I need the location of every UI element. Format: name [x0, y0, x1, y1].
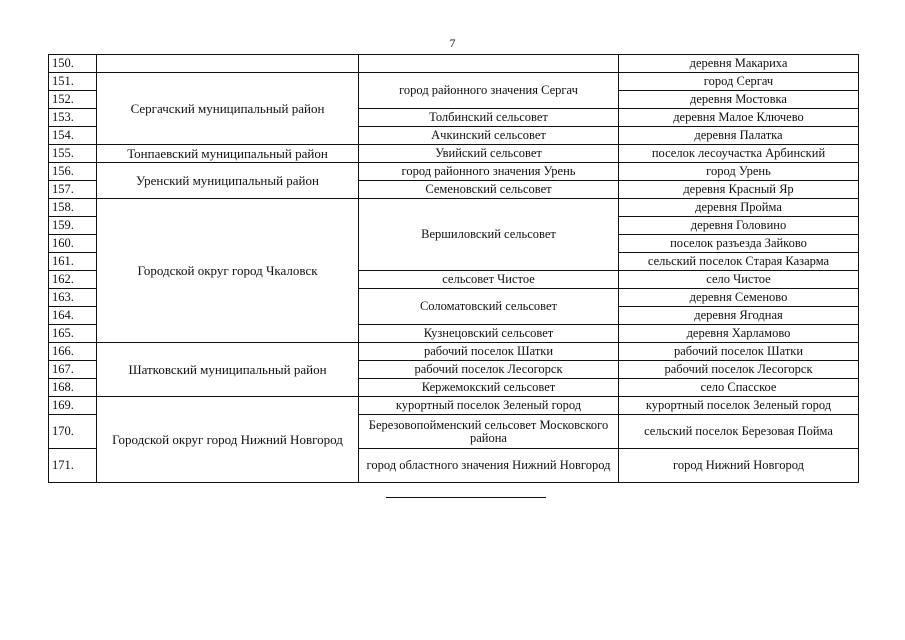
locality-cell: село Чистое	[619, 271, 859, 289]
locality-cell: деревня Харламово	[619, 325, 859, 343]
settlement-cell: Соломатовский сельсовет	[359, 289, 619, 325]
row-number: 152.	[49, 91, 97, 109]
settlement-cell: Семеновский сельсовет	[359, 181, 619, 199]
settlement-cell: Кержемокский сельсовет	[359, 379, 619, 397]
table-row	[49, 397, 859, 415]
row-number: 164.	[49, 307, 97, 325]
row-number: 154.	[49, 127, 97, 145]
settlement-cell: город областного значения Нижний Новгород	[359, 449, 619, 483]
settlement-cell: Вершиловский сельсовет	[359, 199, 619, 271]
row-number: 156.	[49, 163, 97, 181]
row-number: 169.	[49, 397, 97, 415]
locality-cell: деревня Пройма	[619, 199, 859, 217]
district-cell: Городской округ город Чкаловск	[97, 199, 359, 343]
settlement-cell: город районного значения Сергач	[359, 73, 619, 109]
end-of-table-rule	[386, 497, 546, 498]
district-cell: Сергачский муниципальный район	[97, 73, 359, 145]
locality-cell: деревня Головино	[619, 217, 859, 235]
table-row	[49, 55, 859, 73]
locality-cell: сельский поселок Старая Казарма	[619, 253, 859, 271]
row-number: 159.	[49, 217, 97, 235]
locality-cell: деревня Малое Ключево	[619, 109, 859, 127]
row-number: 171.	[49, 449, 97, 483]
row-number: 167.	[49, 361, 97, 379]
row-number: 153.	[49, 109, 97, 127]
locality-cell: поселок лесоучастка Арбинский	[619, 145, 859, 163]
settlement-cell: Ачкинский сельсовет	[359, 127, 619, 145]
row-number: 155.	[49, 145, 97, 163]
table-row	[49, 73, 859, 91]
district-cell: Уренский муниципальный район	[97, 163, 359, 199]
settlement-cell: Березовопойменский сельсовет Московского района	[359, 415, 619, 449]
locality-cell: деревня Макариха	[619, 55, 859, 73]
settlement-cell: курортный поселок Зеленый город	[359, 397, 619, 415]
locality-cell: деревня Палатка	[619, 127, 859, 145]
district-cell: Тонпаевский муниципальный район	[97, 145, 359, 163]
table-row	[49, 145, 859, 163]
locality-cell: город Урень	[619, 163, 859, 181]
settlement-cell: Увийский сельсовет	[359, 145, 619, 163]
settlement-registry-table	[48, 54, 859, 483]
settlement-cell: сельсовет Чистое	[359, 271, 619, 289]
page-number: 7	[449, 36, 456, 50]
row-number: 170.	[49, 415, 97, 449]
settlement-cell	[359, 55, 619, 73]
locality-cell: город Нижний Новгород	[619, 449, 859, 483]
settlement-cell: город районного значения Урень	[359, 163, 619, 181]
row-number: 165.	[49, 325, 97, 343]
locality-cell: село Спасское	[619, 379, 859, 397]
locality-cell: деревня Красный Яр	[619, 181, 859, 199]
settlement-cell: рабочий поселок Лесогорск	[359, 361, 619, 379]
settlement-cell: рабочий поселок Шатки	[359, 343, 619, 361]
locality-cell: рабочий поселок Шатки	[619, 343, 859, 361]
settlement-cell: Толбинский сельсовет	[359, 109, 619, 127]
locality-cell: курортный поселок Зеленый город	[619, 397, 859, 415]
row-number: 166.	[49, 343, 97, 361]
table-row	[49, 163, 859, 181]
row-number: 160.	[49, 235, 97, 253]
row-number: 162.	[49, 271, 97, 289]
table-row	[49, 343, 859, 361]
row-number: 163.	[49, 289, 97, 307]
row-number: 161.	[49, 253, 97, 271]
locality-cell: деревня Мостовка	[619, 91, 859, 109]
row-number: 158.	[49, 199, 97, 217]
row-number: 151.	[49, 73, 97, 91]
locality-cell: деревня Ягодная	[619, 307, 859, 325]
locality-cell: рабочий поселок Лесогорск	[619, 361, 859, 379]
locality-cell: город Сергач	[619, 73, 859, 91]
row-number: 150.	[49, 55, 97, 73]
settlement-cell: Кузнецовский сельсовет	[359, 325, 619, 343]
locality-cell: поселок разъезда Зайково	[619, 235, 859, 253]
locality-cell: деревня Семеново	[619, 289, 859, 307]
district-cell: Шатковский муниципальный район	[97, 343, 359, 397]
district-cell	[97, 55, 359, 73]
locality-cell: сельский поселок Березовая Пойма	[619, 415, 859, 449]
row-number: 157.	[49, 181, 97, 199]
table-row	[49, 199, 859, 217]
row-number: 168.	[49, 379, 97, 397]
district-cell: Городской округ город Нижний Новгород	[97, 397, 359, 483]
